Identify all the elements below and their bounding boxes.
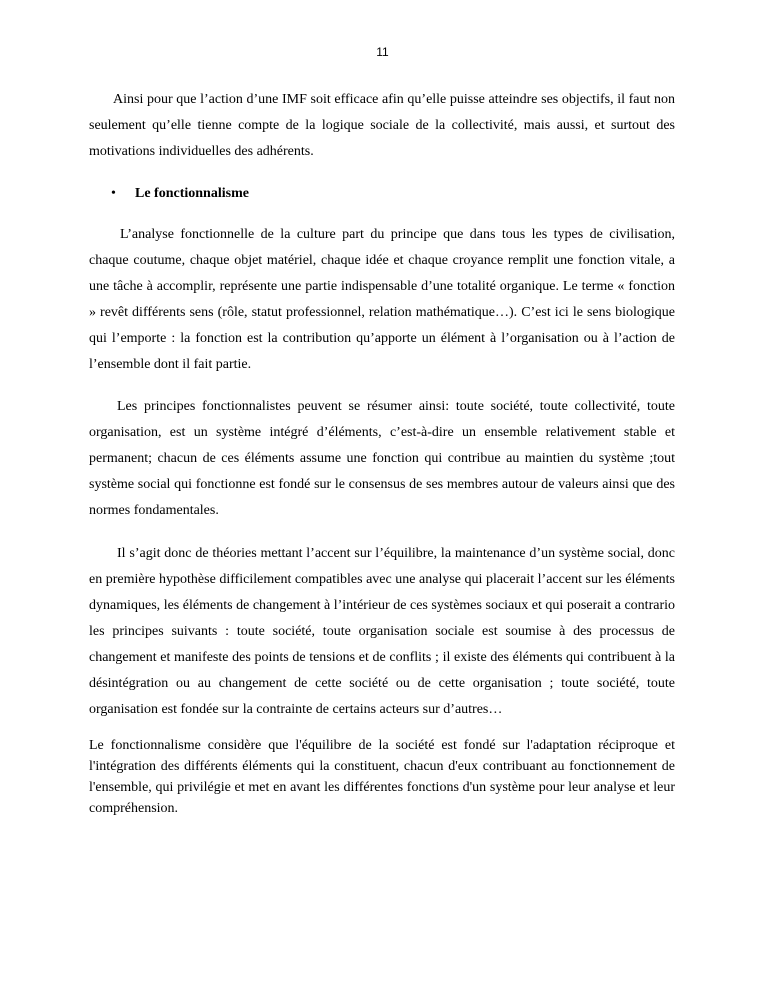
- paragraph-equilibrium-theories: Il s’agit donc de théories mettant l’accent sur l’équilibre, la maintenance d’un système social, donc en première hypothèse difficilement compatibles avec une analyse qui placerait l’accent sur les éléments dynamiques, les éléments de changement à l’intérieur de ces systèmes sociaux et qui poserait a contrario les principes suivants : toute société, toute organisation sociale est soumise à des processus de changement et manifeste des points de tensions et de conflits ; il existe des éléments qui contribuent à la désintégration ou au changement de cette société ou de cette organisation ; toute société, toute organisation est fondée sur la contrainte de certains acteurs sur d’autres…: [89, 546, 675, 717]
- section-heading: [89, 183, 675, 205]
- document-body: [89, 87, 675, 819]
- page-number: 11: [376, 45, 389, 59]
- section-heading-title: Le fonctionnalisme: [135, 186, 249, 201]
- paragraph-functionalist-principles: Les principes fonctionnalistes peuvent se résumer ainsi: toute société, toute collectivité, toute organisation, est un système intégré d’éléments, c’est-à-dire un ensemble relativement stable et permanent; chacun de ces éléments assume une fonction qui contribue au maintien du système ;tout système social qui fonctionne est fondé sur le consensus de ses membres autour de valeurs ainsi que des normes fondamentales.: [89, 399, 675, 518]
- paragraph-functionalism-summary: Le fonctionnalisme considère que l'équilibre de la société est fondé sur l'adaptation réciproque et l'intégration des différents éléments qui la constituent, chacun d'eux contribuant au fonctionnement de l'ensemble, qui privilégie et met en avant les différentes fonctions d'un système pour leur analyse et leur compréhension.: [89, 738, 675, 816]
- paragraph-functional-analysis: L’analyse fonctionnelle de la culture part du principe que dans tous les types de civilisation, chaque coutume, chaque objet matériel, chaque idée et chaque croyance remplit une fonction vitale, a une tâche à accomplir, représente une partie indispensable d’une totalité organique. Le terme « fonction » revêt différents sens (rôle, statut professionnel, relation mathématique…). C’est ici le sens biologique qui l’emporte : la fonction est la contribution qu’apporte un élément à l’organisation ou à l’action de l’ensemble dont il fait partie.: [89, 227, 675, 372]
- bullet-icon: •: [111, 186, 116, 201]
- intro-paragraph: Ainsi pour que l’action d’une IMF soit efficace afin qu’elle puisse atteindre ses objectifs, il faut non seulement qu’elle tienne compte de la logique sociale de la collectivité, mais aussi, et surtout des motivations individuelles des adhérents.: [89, 92, 675, 159]
